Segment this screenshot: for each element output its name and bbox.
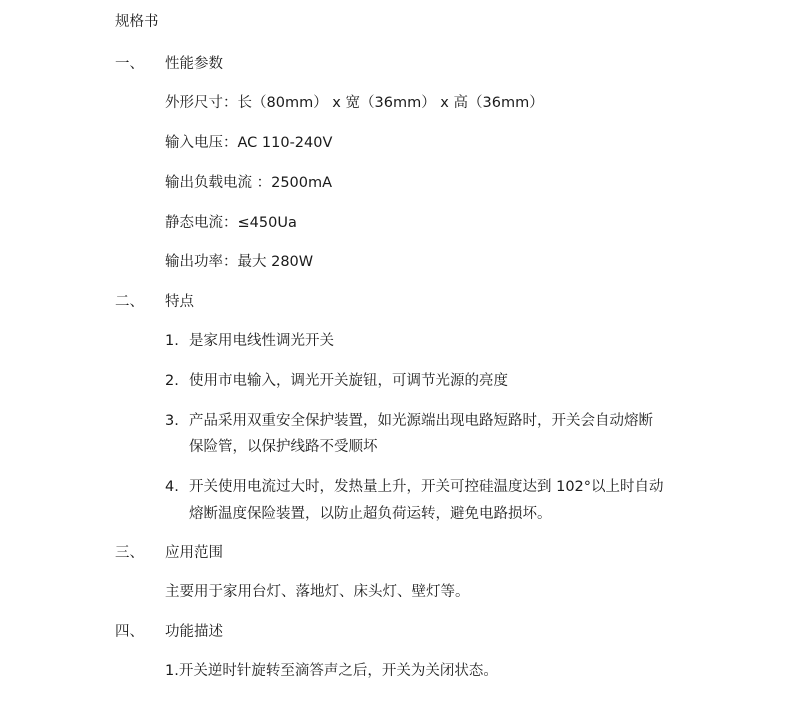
section-title: 应用范围 (165, 545, 223, 561)
list-item-number: 3. (165, 413, 179, 429)
list-item-number: 4. (165, 479, 179, 495)
section-title: 功能描述 (165, 624, 223, 640)
list-item-text-continued: 保险管，以保护线路不受顺坏 (189, 439, 378, 455)
spec-static-current: 静态电流：≤450Ua (165, 215, 297, 231)
function-description-text: 1.开关逆时针旋转至滴答声之后，开关为关闭状态。 (165, 663, 498, 679)
section-title: 性能参数 (165, 56, 223, 72)
section-number: 四、 (115, 624, 144, 640)
list-item-text: 开关使用电流过大时，发热量上升，开关可控硅温度达到 102°以上时自动 (189, 479, 664, 495)
section-number: 一、 (115, 56, 144, 72)
section-title: 特点 (165, 294, 194, 310)
list-item-text: 是家用电线性调光开关 (189, 333, 334, 349)
section-number: 二、 (115, 294, 144, 310)
list-item-number: 1. (165, 333, 179, 349)
list-item-text: 使用市电输入，调光开关旋钮，可调节光源的亮度 (189, 373, 508, 389)
spec-input-voltage: 输入电压：AC 110-240V (165, 135, 333, 151)
section-number: 三、 (115, 545, 144, 561)
application-scope-text: 主要用于家用台灯、落地灯、床头灯、壁灯等。 (165, 584, 470, 600)
spec-dimensions: 外形尺寸：长（80mm） x 宽（36mm） x 高（36mm） (165, 95, 544, 111)
spec-output-current: 输出负载电流 ：2500mA (165, 175, 333, 191)
list-item-text: 产品采用双重安全保护装置，如光源端出现电路短路时，开关会自动熔断 (189, 413, 653, 429)
list-item-text-continued: 熔断温度保险装置，以防止超负荷运转，避免电路损坏。 (189, 506, 552, 522)
list-item-number: 2. (165, 373, 179, 389)
spec-output-power: 输出功率：最大 280W (165, 254, 314, 270)
document-title: 规格书 (115, 14, 159, 30)
